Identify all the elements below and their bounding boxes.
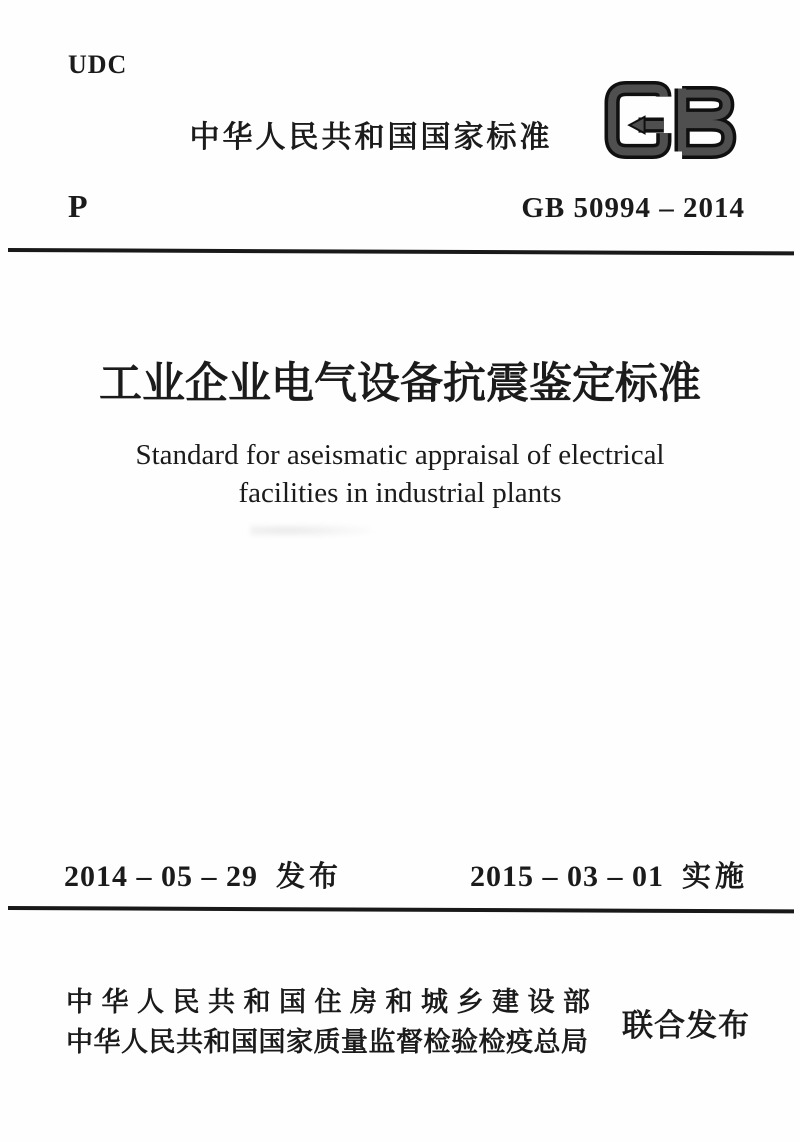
issue-label: 发布 bbox=[276, 861, 343, 893]
udc-label: UDC bbox=[68, 50, 128, 79]
standard-code: GB 50994 – 2014 bbox=[521, 192, 745, 224]
classification-label: P bbox=[68, 188, 88, 224]
standard-title-en bbox=[0, 436, 800, 512]
joint-publish-label: 联合发布 bbox=[622, 1007, 750, 1043]
publisher-names bbox=[66, 982, 599, 1062]
implement-label: 实施 bbox=[681, 861, 748, 893]
standard-title-zh: 工业企业电气设备抗震鉴定标准 bbox=[99, 361, 701, 408]
gb-logo-icon bbox=[604, 80, 746, 160]
date-row bbox=[64, 854, 748, 895]
issue-date-group bbox=[64, 854, 342, 895]
publisher-line-1: 中华人民共和国住房和城乡建设部 bbox=[66, 987, 599, 1017]
publisher-line-2: 中华人民共和国国家质量监督检验检疫总局 bbox=[66, 1027, 589, 1057]
standard-title-en-line1: Standard for aseismatic appraisal of electrical bbox=[135, 439, 665, 471]
issue-date: 2014 – 05 – 29 bbox=[64, 860, 258, 893]
standard-title-en-line2: facilities in industrial plants bbox=[238, 477, 562, 509]
publisher-block bbox=[66, 982, 750, 1062]
bottom-divider-rule bbox=[8, 906, 794, 913]
top-divider-rule bbox=[8, 248, 794, 255]
implement-date: 2015 – 03 – 01 bbox=[469, 860, 664, 893]
implement-date-group bbox=[470, 854, 748, 895]
scan-smudge-artifact bbox=[250, 524, 370, 537]
national-standard-heading: 中华人民共和国国家标准 bbox=[189, 121, 553, 154]
